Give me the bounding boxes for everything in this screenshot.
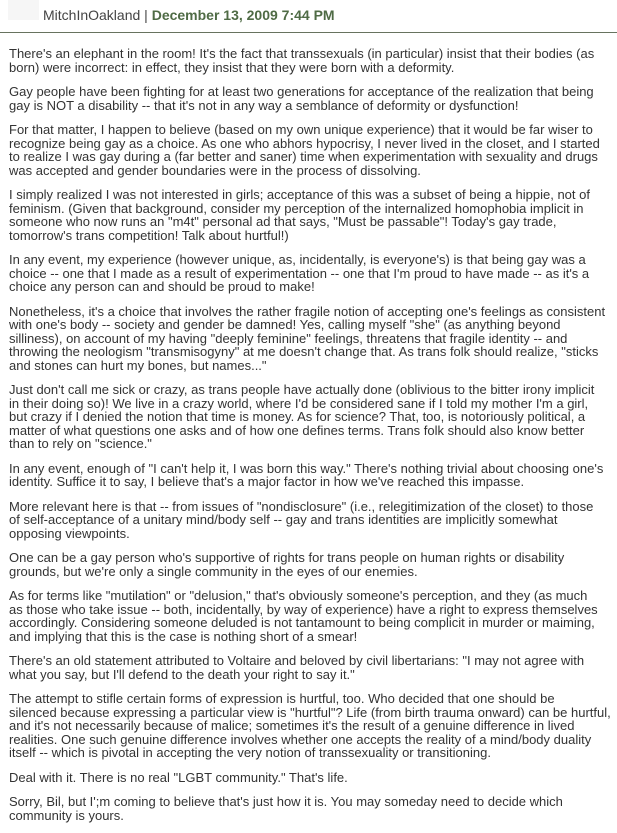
comment-paragraph [9, 85, 617, 112]
comment-body [9, 47, 617, 833]
paragraph-line: choice any person can and should be proud to make! [9, 279, 315, 294]
paragraph-line: Gay people have been fighting for at least two generations for acceptance of the realization that being [9, 84, 594, 99]
paragraph-line: I simply realized I was not interested in girls; acceptance of this was a subset of being a hippie, not of [9, 187, 590, 202]
avatar [8, 0, 39, 20]
paragraph-line: The attempt to stifle certain forms of expression is hurtful, too. Who decided that one should be [9, 691, 555, 706]
paragraph-line: There's an old statement attributed to Voltaire and beloved by civil libertarians: "I may not agree with [9, 653, 585, 668]
paragraph-line: accordingly. Considering someone deluded is not tantamount to being complicit in murder or maiming, [9, 615, 595, 630]
comment-paragraph [9, 305, 617, 373]
comment-paragraph [9, 654, 617, 681]
comment-paragraph [9, 692, 617, 760]
paragraph-line: born) were incorrect: in effect, they insist that they were born with a deformity. [9, 59, 455, 75]
paragraph-line: but crazy if I denied the notion that time is money. As for science? That, too, is notoriously political, a [9, 409, 586, 424]
paragraph-line: in their doing so)! We live in a crazy world, where I'd be considered sane if I told my mother I'm a girl, [9, 395, 589, 411]
paragraph-line: was accepted and gender boundaries were in the process of dissolving. [9, 162, 421, 178]
header-divider [0, 32, 617, 33]
paragraph-line: There's an elephant in the room! It's the fact that transsexuals (in particular) insist that their bodies (as [9, 46, 595, 61]
paragraph-line: someone who now runs an "m4t" personal ad that says, "Must be passable"! Today's gay trade, [9, 214, 557, 229]
paragraph-line: choice -- one that I made as a result of experimentation -- one that I'm proud to have made -- as it's a [9, 265, 590, 281]
paragraph-line: itself -- which is pivotal in accepting the very notion of transsexuality or transitioning. [9, 745, 491, 760]
comment-paragraph [9, 188, 617, 242]
paragraph-line: gay is NOT a disability -- that it's not in any way a semblance of deformity or dysfunction! [9, 97, 519, 113]
paragraph-line: One can be a gay person who's supportive of rights for trans people on human rights or disability [9, 550, 565, 565]
paragraph-line: In any event, my experience (however unique, as, incidentally, is everyone's) is that being gay was a [9, 252, 586, 267]
paragraph-line: feminism. (Given that background, consider my perception of the internalized homophobia implicit in [9, 200, 584, 216]
comment-meta [43, 7, 335, 23]
comment-paragraph [9, 551, 617, 578]
comment-paragraph [9, 771, 617, 785]
paragraph-line: Sorry, Bil, but I';m coming to believe that's just how it is. You may someday need to decide which [9, 794, 563, 809]
comment-paragraph [9, 123, 617, 177]
paragraph-line: tomorrow's trans competition! Talk about hurtful!) [9, 227, 289, 243]
paragraph-line: Just don't call me sick or crazy, as trans people have actually done (oblivious to the bitter irony implicit [9, 382, 595, 397]
comment-paragraph [9, 500, 617, 541]
paragraph-line: and implying that this is the case is nothing short of a smear! [9, 628, 358, 644]
comment-paragraph [9, 383, 617, 451]
paragraph-line: of self-acceptance of a unitary mind/body self -- gay and trans identities are implicitly somewhat [9, 512, 558, 527]
comment-date[interactable]: December 13, 2009 7:44 PM [151, 7, 335, 23]
paragraph-line: For that matter, I happen to believe (based on my own unique experience) that it would be far wiser to [9, 122, 593, 137]
paragraph-line: As for terms like "mutilation" or "delusion," that's obviously someone's perception, and they (as much [9, 588, 588, 603]
comment-paragraph [9, 47, 617, 74]
comment-paragraph [9, 462, 617, 489]
paragraph-line: throwing the neologism "transmisogyny" at me doesn't change that. As trans folk should realize, "sticks [9, 344, 599, 359]
comment-author[interactable]: MitchInOakland [43, 7, 141, 23]
paragraph-line: opposing viewpoints. [9, 525, 130, 541]
paragraph-line: Nonetheless, it's a choice that involves the rather fragile notion of accepting one's feelings as consistent [9, 303, 606, 319]
paragraph-line: matter of what questions one asks and of how one defines terms. Trans folk should also know better [9, 422, 585, 438]
comment-paragraph [9, 253, 617, 294]
paragraph-line: and it's not necessarily because of malice; sometimes it's the result of a genuine difference in lived [9, 718, 575, 733]
paragraph-line: to realize I was gay during a (far better and saner) time when experimentation with sexuality and drugs [9, 149, 598, 164]
comment-paragraph [9, 795, 617, 822]
paragraph-line: More relevant here is that -- from issues of "nondisclosure" (i.e., relegitimization of the closet) to those [9, 498, 594, 514]
comment-paragraph [9, 589, 617, 643]
paragraph-line: grounds, but we're only a single community in the eyes of our enemies. [9, 563, 418, 579]
paragraph-line: silenced because expressing a particular view is "hurtful"? Life (from birth trauma onward) can be hurtful, [9, 704, 611, 720]
paragraph-line: recognize being gay as a choice. As one who abhors hypocrisy, I never lived in the closet, and I started [9, 135, 600, 151]
paragraph-line: what you say, but I'll defend to the death your right to say it." [9, 666, 355, 682]
meta-separator: | [144, 7, 148, 23]
paragraph-line: silliness), on account of my having "deeply feminine" feelings, threatens that fragile identity -- and [9, 330, 568, 346]
paragraph-line: and stones can hurt my bones, but names..." [9, 357, 267, 373]
paragraph-line: Deal with it. There is no real "LGBT community." That's life. [9, 769, 348, 785]
paragraph-line: than to rely on "science." [9, 436, 152, 451]
paragraph-line: realities. One such genuine difference involves whether one accepts the reality of a mind/body duality [9, 731, 592, 747]
paragraph-line: community is yours. [9, 807, 124, 823]
paragraph-line: as those who take issue -- both, incidentally, by way of experience) have a right to express themselves [9, 601, 598, 617]
paragraph-line: identity. Suffice it to say, I believe that's a major factor in how we've reached this impasse. [9, 474, 525, 489]
paragraph-line: with one's body -- society and gender be damned! Yes, calling myself "she" (as anything beyond [9, 317, 561, 332]
paragraph-line: In any event, enough of "I can't help it, I was born this way." There's nothing trivial about choosing one's [9, 460, 604, 476]
